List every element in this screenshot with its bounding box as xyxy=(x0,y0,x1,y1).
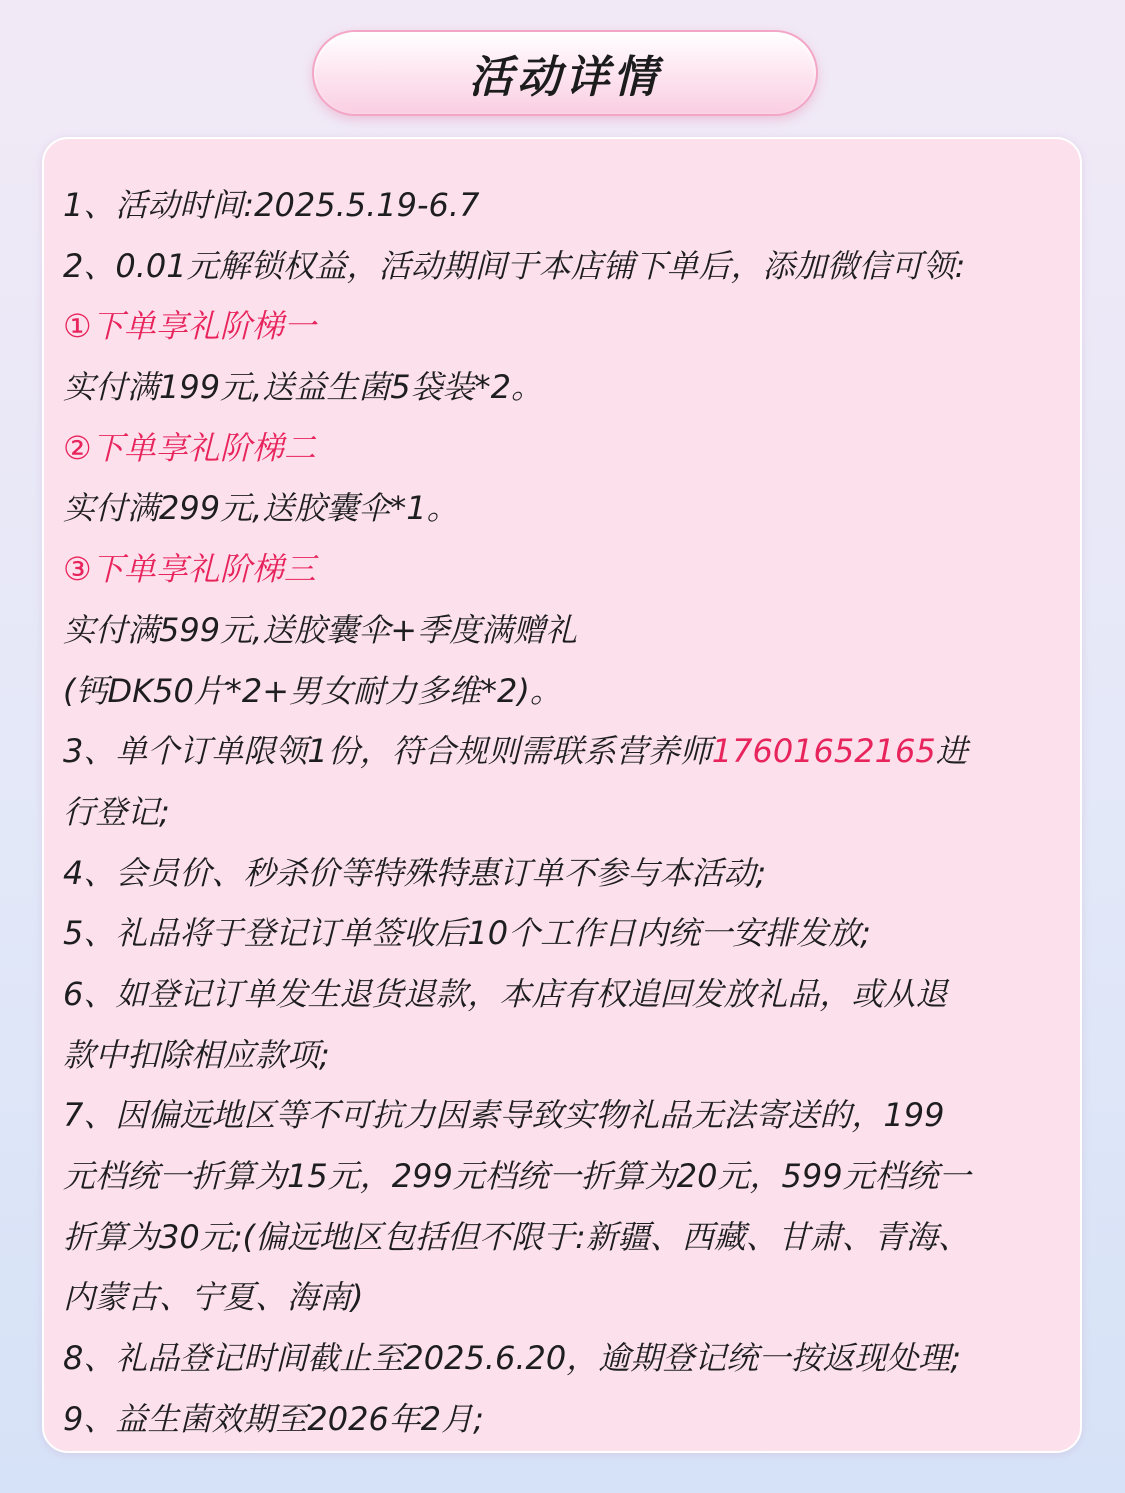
rule-remote-areas: 7、因偏远地区等不可抗力因素导致实物礼品无法寄送的，199 xyxy=(63,1096,945,1135)
rule-unlock-benefits: 2、0.01元解锁权益，活动期间于本店铺下单后，添加微信可领: xyxy=(63,246,966,285)
rule-order-limit-text: 3、单个订单限领1份，符合规则需联系营养师 xyxy=(63,732,712,771)
tier2-description: 实付满299元,送胶囊伞*1。 xyxy=(63,489,459,528)
tier3-title: ③下单享礼阶梯三 xyxy=(63,550,316,589)
rule-registration-deadline: 8、礼品登记时间截止至2025.6.20，逾期登记统一按返现处理; xyxy=(63,1339,962,1378)
tier1-description: 实付满199元,送益生菌5袋装*2。 xyxy=(63,368,543,407)
rule-gift-shipping: 5、礼品将于登记订单签收后10个工作日内统一安排发放; xyxy=(63,914,871,953)
rules-list xyxy=(63,175,1073,1449)
page-title: 活动详情 xyxy=(469,52,661,103)
rule-remote-areas-cont-3: 内蒙古、宁夏、海南) xyxy=(63,1278,364,1317)
rule-order-limit xyxy=(63,721,1073,782)
tier3-description: 实付满599元,送胶囊伞+季度满赠礼 xyxy=(63,610,578,649)
tier1-title: ①下单享礼阶梯一 xyxy=(63,307,316,346)
rule-order-limit-suffix: 进 xyxy=(935,732,968,771)
rule-refund: 6、如登记订单发生退货退款，本店有权追回发放礼品，或从退 xyxy=(63,974,948,1013)
rule-excluded-orders: 4、会员价、秒杀价等特殊特惠订单不参与本活动; xyxy=(63,853,767,892)
rule-refund-cont: 款中扣除相应款项; xyxy=(63,1035,330,1074)
rule-order-limit-cont: 行登记; xyxy=(63,792,170,831)
rule-remote-areas-cont-2: 折算为30元;(偏远地区包括但不限于:新疆、西藏、甘肃、青海、 xyxy=(63,1217,970,1256)
tier2-title: ②下单享礼阶梯二 xyxy=(63,428,316,467)
details-card xyxy=(42,137,1082,1453)
rule-activity-time: 1、活动时间:2025.5.19-6.7 xyxy=(63,186,480,224)
rule-remote-areas-cont-1: 元档统一折算为15元，299元档统一折算为20元，599元档统一 xyxy=(63,1157,971,1195)
rule-probiotic-expiry: 9、益生菌效期至2026年2月; xyxy=(63,1399,484,1438)
tier3-description-detail: (钙DK50片*2+男女耐力多维*2)。 xyxy=(63,671,562,710)
nutritionist-phone: 17601652165 xyxy=(711,732,936,771)
title-banner xyxy=(312,30,818,116)
